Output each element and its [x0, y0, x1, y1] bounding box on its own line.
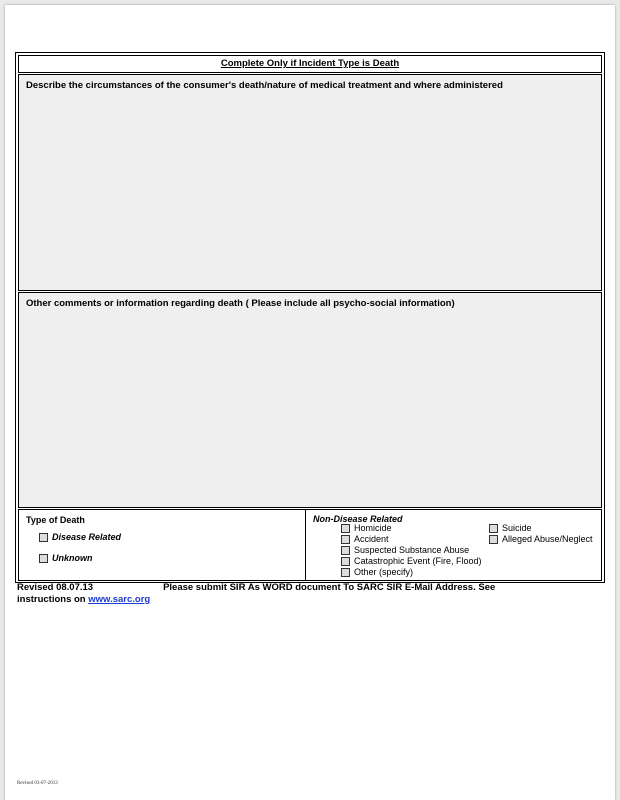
- small-revised-note: Revised 03-07-2013: [17, 781, 58, 786]
- checkbox-icon: [489, 524, 498, 533]
- checkbox-icon: [341, 557, 350, 566]
- checkbox-label: Accident: [354, 534, 389, 544]
- checkbox-label: Suspected Substance Abuse: [354, 545, 470, 555]
- death-form: [15, 52, 605, 583]
- non-disease-label: Non-Disease Related: [313, 514, 403, 524]
- type-of-death-label: Type of Death: [26, 515, 85, 525]
- checkbox-disease-related[interactable]: [39, 532, 121, 542]
- checkbox-icon: [39, 554, 48, 563]
- footer-note: Please submit SIR As WORD document To SARC SIR E-Mail Address. See: [163, 582, 496, 593]
- checkbox-icon: [489, 535, 498, 544]
- checkbox-substance-abuse[interactable]: [341, 545, 469, 555]
- checkbox-label: Unknown: [52, 553, 93, 563]
- checkbox-homicide[interactable]: [341, 523, 392, 533]
- document-page: [5, 5, 615, 800]
- checkbox-label: Suicide: [502, 523, 532, 533]
- non-disease-column: [306, 510, 601, 580]
- checkbox-alleged-abuse[interactable]: [489, 534, 593, 544]
- checkbox-label: Other (specify): [354, 567, 414, 577]
- footer: [17, 582, 597, 606]
- checkbox-other[interactable]: [341, 567, 413, 577]
- comments-label: Other comments or information regarding death ( Please include all psycho-social information): [26, 298, 455, 309]
- checkbox-icon: [341, 524, 350, 533]
- circumstances-label: Describe the circumstances of the consumer's death/nature of medical treatment and where administered: [26, 80, 503, 91]
- checkbox-icon: [341, 568, 350, 577]
- type-of-death-section: [18, 509, 602, 581]
- footer-line2: instructions on: [17, 594, 86, 605]
- checkbox-icon: [341, 535, 350, 544]
- checkbox-accident[interactable]: [341, 534, 389, 544]
- form-header: Complete Only if Incident Type is Death: [18, 55, 602, 73]
- checkbox-label: Catastrophic Event (Fire, Flood): [354, 556, 482, 566]
- footer-revised: Revised 08.07.13: [17, 582, 94, 593]
- checkbox-suicide[interactable]: [489, 523, 532, 533]
- comments-field[interactable]: [18, 292, 602, 508]
- checkbox-unknown[interactable]: [39, 553, 93, 563]
- checkbox-label: Alleged Abuse/Neglect: [502, 534, 593, 544]
- circumstances-field[interactable]: [18, 74, 602, 291]
- checkbox-catastrophic-event[interactable]: [341, 556, 482, 566]
- checkbox-icon: [341, 546, 350, 555]
- checkbox-label: Disease Related: [52, 532, 122, 542]
- checkbox-icon: [39, 533, 48, 542]
- sarc-link[interactable]: www.sarc.org: [88, 594, 151, 605]
- type-of-death-column: [19, 510, 306, 580]
- checkbox-label: Homicide: [354, 523, 392, 533]
